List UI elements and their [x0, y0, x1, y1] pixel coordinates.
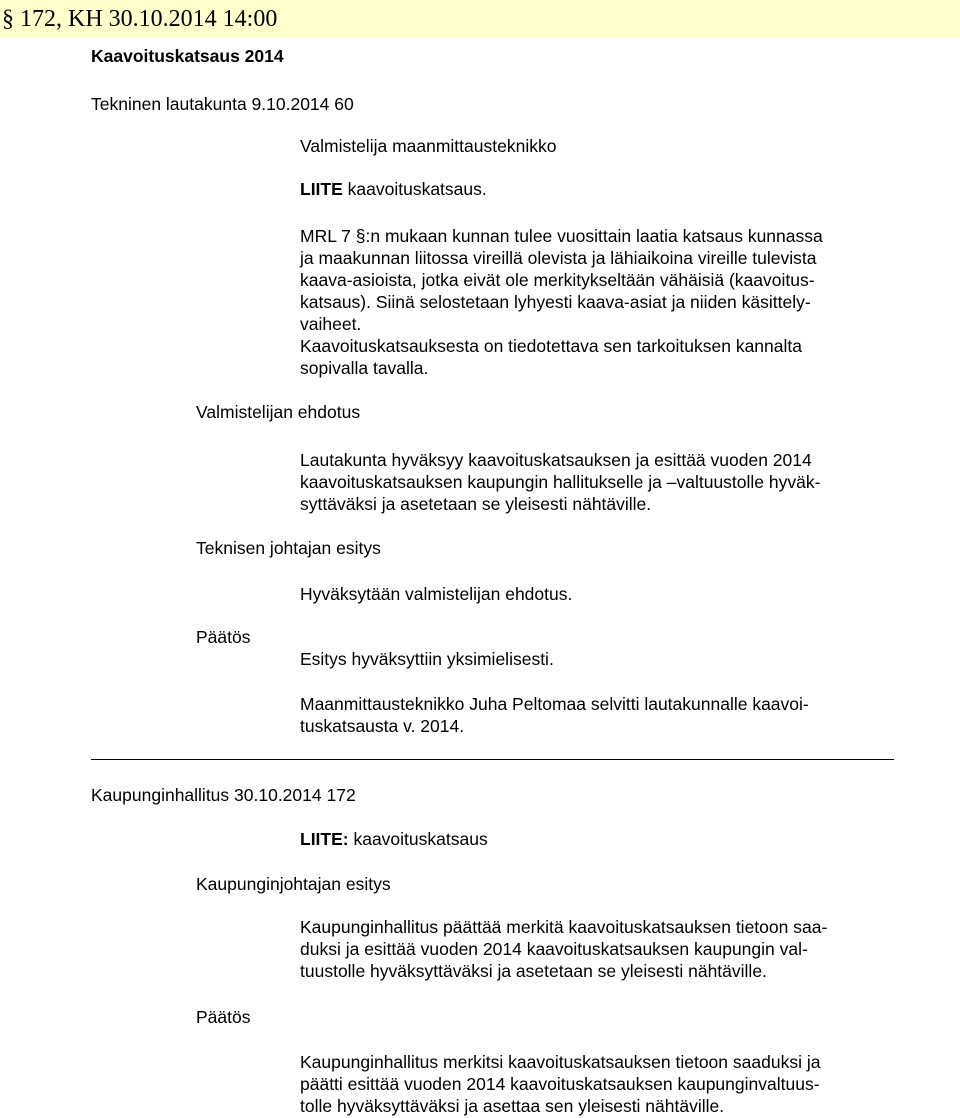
intro-paragraph — [300, 225, 900, 379]
council-decision-line: tolle hyväksyttäväksi ja asettaa sen yleisesti nähtäville. — [300, 1096, 725, 1116]
section-header: § 172, KH 30.10.2014 14:00 — [2, 6, 278, 32]
intro-line: MRL 7 §:n mukaan kunnan tulee vuosittain laatia katsaus kunnassa — [300, 226, 823, 246]
mayor-label: Kaupunginjohtajan esitys — [196, 874, 391, 894]
council-attachment-text: kaavoituskatsaus — [348, 829, 488, 849]
mayor-line: duksi ja esittää vuoden 2014 kaavoituskatsauksen kaupungin val- — [300, 939, 808, 959]
decision-text: Esitys hyväksyttiin yksimielisesti. — [300, 649, 554, 669]
proposal-line: Lautakunta hyväksyy kaavoituskatsauksen ja esittää vuoden 2014 — [300, 450, 812, 470]
board-meeting-heading: Tekninen lautakunta 9.10.2014 60 — [91, 94, 354, 114]
director-text: Hyväksytään valmistelijan ehdotus. — [300, 584, 573, 604]
intro-line: Kaavoituskatsauksesta on tiedotettava sen tarkoituksen kannalta — [300, 336, 802, 356]
document-title: Kaavoituskatsaus 2014 — [91, 46, 284, 66]
note-line: Maanmittausteknikko Juha Peltomaa selvitti lautakunnalle kaavoi- — [300, 694, 809, 714]
council-decision-paragraph — [300, 1051, 900, 1117]
proposal-label: Valmistelijan ehdotus — [196, 402, 361, 422]
council-decision-label: Päätös — [196, 1007, 251, 1027]
section-divider — [91, 759, 894, 760]
note-line: tuskatsausta v. 2014. — [300, 716, 465, 736]
intro-line: sopivalla tavalla. — [300, 358, 429, 378]
decision-label: Päätös — [196, 627, 251, 647]
council-attachment-label: LIITE: — [300, 829, 349, 849]
mayor-line: tuustolle hyväksyttäväksi ja asetetaan se yleisesti nähtäville. — [300, 961, 767, 981]
mayor-paragraph — [300, 916, 900, 982]
council-meeting-heading: Kaupunginhallitus 30.10.2014 172 — [91, 785, 356, 805]
intro-line: vaiheet. — [300, 314, 362, 334]
director-label: Teknisen johtajan esitys — [196, 538, 381, 558]
preparer-line: Valmistelija maanmittausteknikko — [300, 136, 557, 156]
attachment-text: kaavoituskatsaus. — [342, 179, 487, 199]
proposal-line: syttäväksi ja asetetaan se yleisesti nähtäville. — [300, 494, 652, 514]
council-attachment-line — [300, 828, 488, 850]
proposal-line: kaavoituskatsauksen kaupungin hallitukselle ja –valtuustolle hyväk- — [300, 472, 821, 492]
header-bar — [0, 0, 960, 37]
council-decision-line: Kaupunginhallitus merkitsi kaavoituskatsauksen tietoon saaduksi ja — [300, 1052, 821, 1072]
attachment-line — [300, 178, 487, 200]
attachment-label: LIITE — [300, 179, 343, 199]
intro-line: katsaus). Siinä selostetaan lyhyesti kaava-asiat ja niiden käsittely- — [300, 292, 811, 312]
mayor-line: Kaupunginhallitus päättää merkitä kaavoituskatsauksen tietoon saa- — [300, 917, 828, 937]
intro-line: kaava-asioista, jotka eivät ole merkitykseltään vähäisiä (kaavoitus- — [300, 270, 815, 290]
note-paragraph — [300, 693, 900, 737]
proposal-paragraph — [300, 449, 900, 515]
intro-line: ja maakunnan liitossa vireillä olevista ja lähiaikoina vireille tulevista — [300, 248, 817, 268]
council-decision-line: päätti esittää vuoden 2014 kaavoituskatsauksen kaupunginvaltuus- — [300, 1074, 820, 1094]
